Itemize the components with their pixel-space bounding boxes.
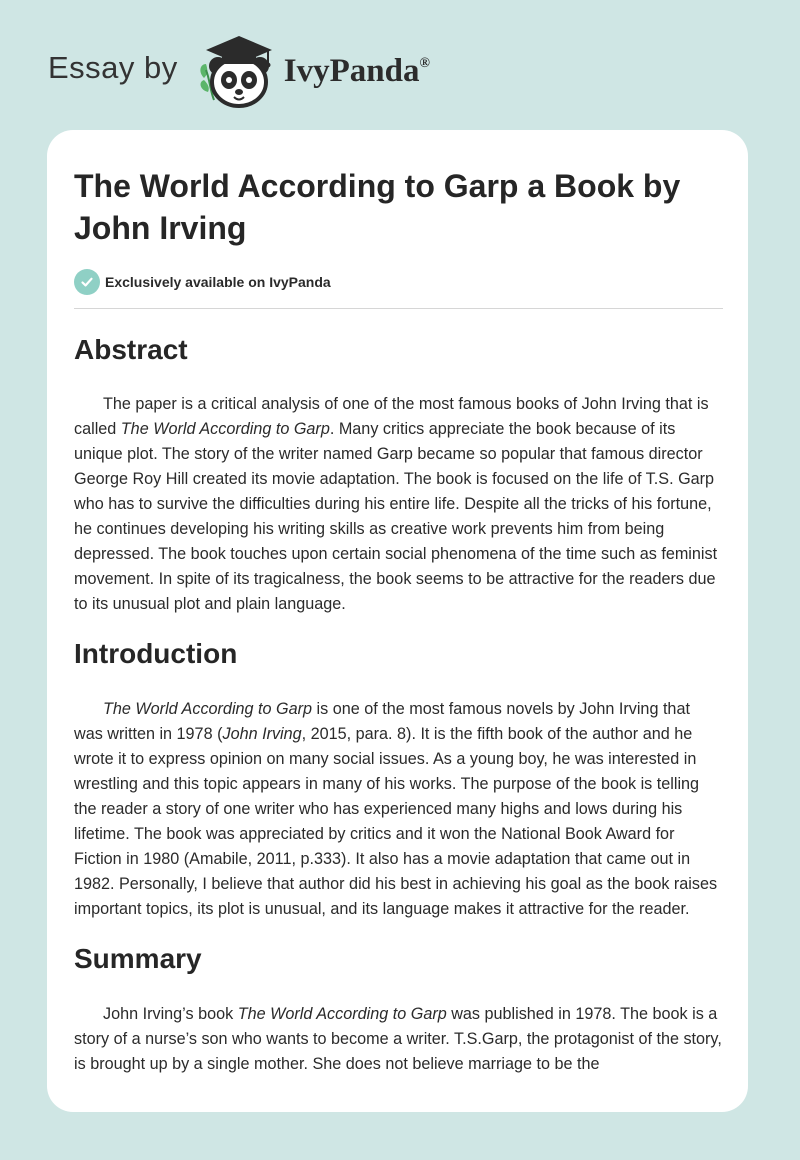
heading-abstract: Abstract (74, 334, 188, 365)
divider (74, 308, 723, 309)
check-icon (74, 269, 100, 295)
exclusive-badge (74, 269, 723, 295)
paragraph-introduction: The World According to Garp is one of the most famous novels by John Irving that was written in 1978 (John Irving, 2015, para. 8). It is the fifth book of the author and he wrote it to express opinion on many social issues. As a young boy, he was interested in wrestling and this topic appears in many of his works. The purpose of the book is telling the reader a story of one writer who has experienced many highs and lows during his lifetime. The book was appreciated by critics and it won the National Book Award for Fiction in 1980 (Amabile, 2011, p.333). It also has a movie adaptation that came out in 1982. Personally, I believe that author did his best in achieving his goal as the book raises important topics, its plot is unusual, and its language makes it attractive for the reader. (74, 700, 718, 918)
panda-logo-icon (194, 30, 280, 110)
paragraph-abstract: The paper is a critical analysis of one of the most famous books of John Irving that is called The World According to Garp. Many critics appreciate the book because of its unique plot. The story of the writer named Garp became so popular that famous director George Roy Hill created its movie adaptation. The book is focused on the life of T.S. Garp who has to survive the difficulties during his entire life. Despite all the tricks of his fortune, he continues developing his writing skills as creative work prevents him from being depressed. The book touches upon certain social phenomena of the time such as feminist movement. In spite of its tragicalness, the book seems to be attractive for the readers due to its unusual plot and plain language. (74, 395, 718, 613)
brand-prefix: Essay by (48, 50, 178, 85)
brand-name[interactable]: IvyPanda® (283, 52, 430, 89)
heading-summary: Summary (74, 943, 202, 974)
registered-mark: ® (419, 55, 430, 71)
heading-introduction: Introduction (74, 638, 238, 669)
badge-text: Exclusively available on IvyPanda (105, 274, 331, 290)
essay-title: The World According to Garp a Book by John Irving (74, 168, 681, 246)
essay-card (47, 130, 748, 1112)
brand-header (48, 30, 430, 110)
paragraph-summary: John Irving’s book The World According to Garp was published in 1978. The book is a story of a nurse’s son who wants to become a writer. T.S.Garp, the protagonist of the story, is brought up by a single mother. She does not believe marriage to be the (74, 1005, 722, 1073)
